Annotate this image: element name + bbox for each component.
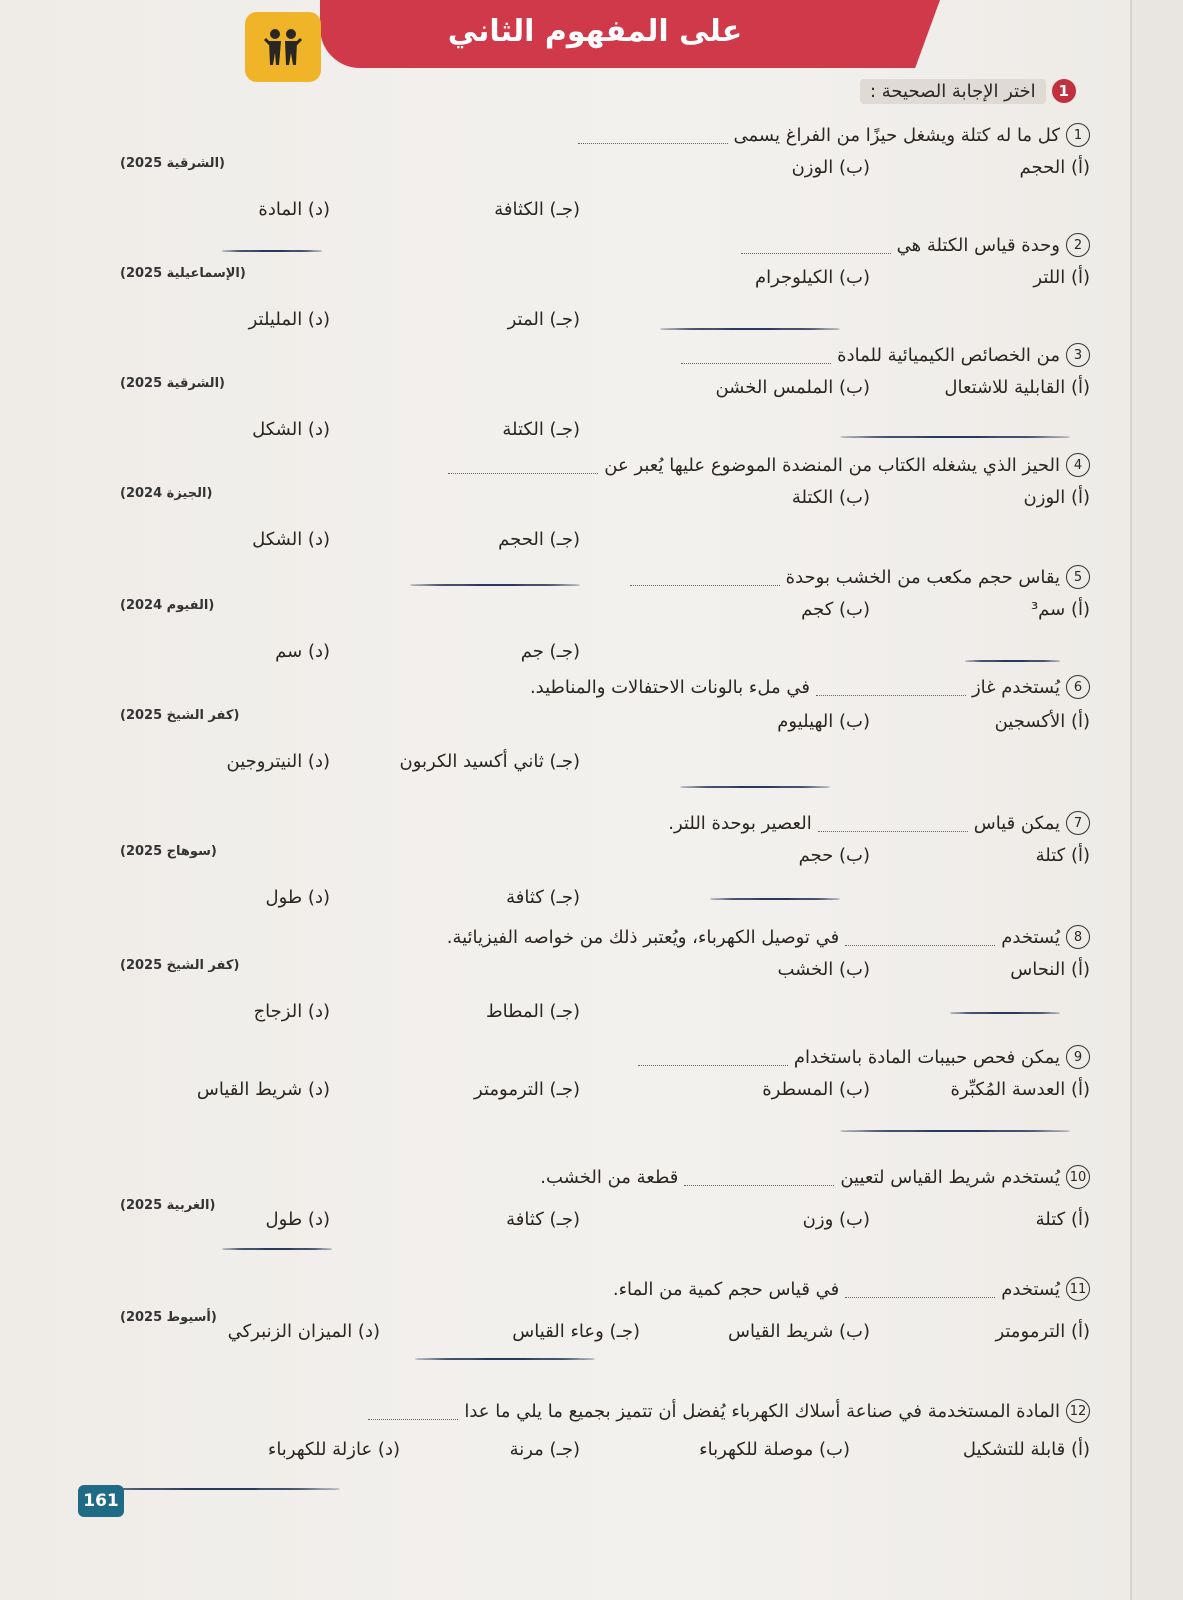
question-number: 5	[1066, 565, 1090, 589]
exam-source: (الشرقية 2025)	[120, 156, 225, 171]
question-text: يقاس حجم مكعب من الخشب بوحدة	[785, 566, 1060, 588]
exam-source: (الإسماعيلية 2025)	[120, 266, 246, 281]
question-5	[100, 560, 1100, 670]
answer-blank	[448, 457, 598, 474]
option-d[interactable]: (د) المليلتر	[248, 308, 330, 330]
question-text: يُستخدم	[1001, 1278, 1060, 1300]
question-6	[100, 670, 1100, 780]
question-stem	[130, 670, 1090, 704]
question-number: 3	[1066, 343, 1090, 367]
option-b[interactable]: (ب) كجم	[801, 598, 870, 620]
question-text: المادة المستخدمة في صناعة أسلاك الكهرباء يُفضل أن تتميز بجميع ما يلي ما عدا	[464, 1400, 1060, 1422]
question-9	[100, 1040, 1100, 1150]
option-a[interactable]: (أ) الحجم	[1019, 156, 1090, 178]
answer-underline	[222, 1248, 332, 1250]
question-8	[100, 920, 1100, 1030]
option-d[interactable]: (د) الشكل	[252, 418, 330, 440]
option-a[interactable]: (أ) كتلة	[1035, 1208, 1090, 1230]
option-c[interactable]: (جـ) ثاني أكسيد الكربون	[399, 750, 580, 772]
option-b[interactable]: (ب) المسطرة	[762, 1078, 870, 1100]
instruction-heading	[860, 74, 1110, 108]
question-text: يمكن فحص حبيبات المادة باستخدام	[793, 1046, 1060, 1068]
answer-blank	[684, 1169, 834, 1186]
question-number: 8	[1066, 925, 1090, 949]
answer-blank	[578, 127, 728, 144]
answer-underline	[415, 1358, 595, 1360]
option-c[interactable]: (جـ) الكثافة	[494, 198, 580, 220]
header-title: على المفهوم الثاني	[447, 14, 743, 49]
exam-source: (الفيوم 2024)	[120, 598, 215, 613]
option-b[interactable]: (ب) الكتلة	[791, 486, 870, 508]
option-b[interactable]: (ب) الوزن	[791, 156, 870, 178]
question-10	[100, 1160, 1100, 1270]
option-a[interactable]: (أ) قابلة للتشكيل	[962, 1438, 1090, 1460]
question-stem	[130, 920, 1090, 954]
option-b[interactable]: (ب) الهيليوم	[777, 710, 870, 732]
question-4	[100, 448, 1100, 558]
question-stem	[130, 806, 1090, 840]
children-icon	[245, 12, 321, 82]
answer-underline	[965, 660, 1060, 662]
question-stem	[130, 118, 1090, 152]
option-b[interactable]: (ب) وزن	[802, 1208, 870, 1230]
exam-source: (الشرقية 2025)	[120, 376, 225, 391]
question-stem	[130, 1272, 1090, 1306]
question-text: وحدة قياس الكتلة هي	[896, 234, 1060, 256]
section-number: 1	[1052, 79, 1076, 103]
exam-source: (الغربية 2025)	[120, 1198, 216, 1213]
answer-blank	[845, 1281, 995, 1298]
question-number: 4	[1066, 453, 1090, 477]
exam-source: (الجيزة 2024)	[120, 486, 213, 501]
option-c[interactable]: (جـ) جم	[520, 640, 580, 662]
answer-underline	[950, 1012, 1060, 1014]
option-c[interactable]: (جـ) الحجم	[498, 528, 580, 550]
option-a[interactable]: (أ) العدسة المُكبِّرة	[950, 1078, 1090, 1100]
exam-source: (كفر الشيخ 2025)	[120, 958, 240, 973]
question-stem	[130, 1394, 1090, 1428]
question-7	[100, 806, 1100, 916]
option-c[interactable]: (جـ) الترمومتر	[474, 1078, 580, 1100]
option-b[interactable]: (ب) الكيلوجرام	[754, 266, 870, 288]
exam-source: (سوهاج 2025)	[120, 844, 217, 859]
option-c[interactable]: (جـ) المتر	[507, 308, 580, 330]
question-text: كل ما له كتلة ويشغل حيزًا من الفراغ يسمى	[733, 124, 1060, 146]
option-d[interactable]: (د) طول	[265, 886, 330, 908]
question-number: 12	[1066, 1399, 1090, 1423]
option-a[interactable]: (أ) كتلة	[1035, 844, 1090, 866]
question-3	[100, 338, 1100, 448]
option-a[interactable]: (أ) الوزن	[1023, 486, 1090, 508]
option-d[interactable]: (د) شريط القياس	[196, 1078, 330, 1100]
answer-blank	[818, 815, 968, 832]
question-text-continued: في توصيل الكهرباء، ويُعتبر ذلك من خواصه الفيزيائية.	[446, 926, 840, 948]
option-b[interactable]: (ب) حجم	[798, 844, 870, 866]
question-text: يُستخدم	[1001, 926, 1060, 948]
answer-underline	[710, 898, 840, 900]
question-2	[100, 228, 1100, 338]
question-number: 9	[1066, 1045, 1090, 1069]
question-number: 7	[1066, 811, 1090, 835]
answer-underline	[840, 1130, 1070, 1132]
option-c[interactable]: (جـ) الكتلة	[502, 418, 580, 440]
option-c[interactable]: (جـ) مرنة	[509, 1438, 580, 1460]
answer-blank	[630, 569, 780, 586]
option-c[interactable]: (جـ) كثافة	[506, 1208, 580, 1230]
option-d[interactable]: (د) عازلة للكهرباء	[267, 1438, 400, 1460]
question-stem	[130, 1040, 1090, 1074]
question-stem	[130, 338, 1090, 372]
question-text: يُستخدم شريط القياس لتعيين	[840, 1166, 1060, 1188]
question-text: يمكن قياس	[973, 812, 1060, 834]
option-b[interactable]: (ب) الملمس الخشن	[715, 376, 870, 398]
question-number: 1	[1066, 123, 1090, 147]
option-a[interactable]: (أ) اللتر	[1033, 266, 1090, 288]
question-number: 2	[1066, 233, 1090, 257]
answer-blank	[816, 679, 966, 696]
question-stem	[130, 1160, 1090, 1194]
question-number: 6	[1066, 675, 1090, 699]
option-c[interactable]: (جـ) المطاط	[486, 1000, 580, 1022]
option-b[interactable]: (ب) الخشب	[777, 958, 870, 980]
option-a[interactable]: (أ) القابلية للاشتعال	[944, 376, 1090, 398]
question-text: الحيز الذي يشغله الكتاب من المنضدة الموضوع عليها يُعبر عن	[604, 454, 1060, 476]
option-b[interactable]: (ب) موصلة للكهرباء	[699, 1438, 850, 1460]
exam-source: (كفر الشيخ 2025)	[120, 708, 240, 723]
exam-source: (أسيوط 2025)	[120, 1310, 217, 1325]
question-11	[100, 1272, 1100, 1382]
option-a[interactable]: (أ) سم³	[1030, 598, 1090, 620]
question-text-continued: العصير بوحدة اللتر.	[668, 812, 812, 834]
question-stem	[130, 560, 1090, 594]
question-stem	[130, 228, 1090, 262]
answer-blank	[845, 929, 995, 946]
answer-blank	[638, 1049, 788, 1066]
option-d[interactable]: (د) النيتروجين	[226, 750, 330, 772]
page-number: 161	[78, 1485, 124, 1517]
question-stem	[130, 448, 1090, 482]
option-d[interactable]: (د) المادة	[258, 198, 330, 220]
question-text-continued: في ملء بالونات الاحتفالات والمناطيد.	[529, 676, 810, 698]
option-d[interactable]: (د) سم	[275, 640, 330, 662]
question-text-continued: في قياس حجم كمية من الماء.	[612, 1278, 840, 1300]
option-d[interactable]: (د) طول	[265, 1208, 330, 1230]
option-a[interactable]: (أ) النحاس	[1010, 958, 1090, 980]
answer-underline	[680, 786, 830, 788]
option-c[interactable]: (جـ) كثافة	[506, 886, 580, 908]
option-a[interactable]: (أ) الترمومتر	[995, 1320, 1090, 1342]
option-b[interactable]: (ب) شريط القياس	[727, 1320, 870, 1342]
option-d[interactable]: (د) الزجاج	[253, 1000, 330, 1022]
question-number: 11	[1066, 1277, 1090, 1301]
answer-underline	[660, 328, 840, 330]
option-c[interactable]: (جـ) وعاء القياس	[512, 1320, 640, 1342]
question-1	[100, 118, 1100, 228]
option-d[interactable]: (د) الشكل	[252, 528, 330, 550]
question-text-continued: قطعة من الخشب.	[540, 1166, 679, 1188]
instruction-text: اختر الإجابة الصحيحة :	[860, 79, 1046, 104]
question-number: 10	[1066, 1165, 1090, 1189]
answer-blank	[368, 1403, 458, 1420]
option-d[interactable]: (د) الميزان الزنبركي	[227, 1320, 380, 1342]
answer-underline	[840, 436, 1070, 438]
question-text: يُستخدم غاز	[971, 676, 1060, 698]
answer-blank	[741, 237, 891, 254]
option-a[interactable]: (أ) الأكسجين	[994, 710, 1090, 732]
answer-blank	[681, 347, 831, 364]
question-text: من الخصائص الكيميائية للمادة	[837, 344, 1060, 366]
